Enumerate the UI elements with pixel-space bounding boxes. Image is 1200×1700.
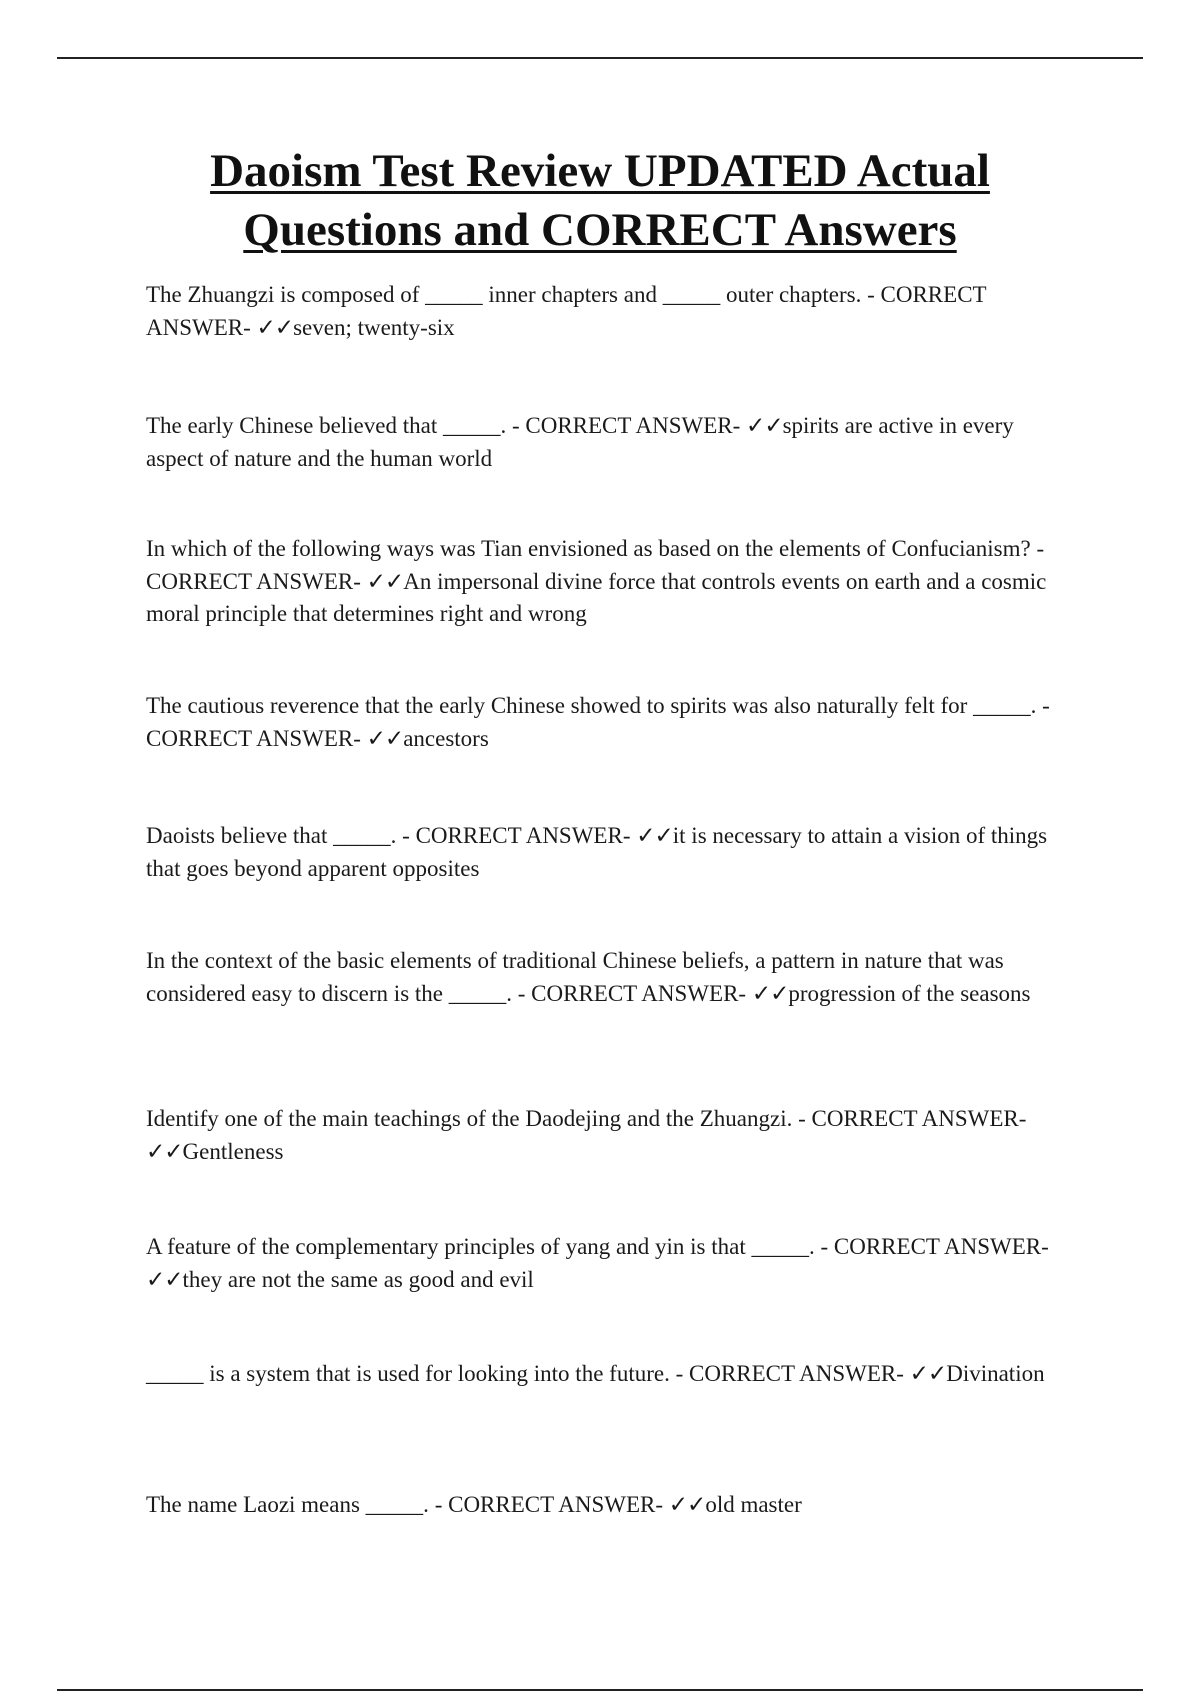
answer-label: - CORRECT ANSWER- <box>146 536 1045 594</box>
answer-label: - CORRECT ANSWER- <box>792 1106 1027 1131</box>
answer-label: - CORRECT ANSWER- <box>146 693 1050 751</box>
checkmark-icon: ✓✓ <box>909 1361 947 1386</box>
answer-text: Gentleness <box>182 1138 284 1164</box>
answer-label: - CORRECT ANSWER- <box>396 823 637 848</box>
answer-text: progression of the seasons <box>788 980 1031 1006</box>
answer-label: - CORRECT ANSWER- <box>428 1492 669 1517</box>
qa-item-8 <box>146 1231 1066 1296</box>
qa-item-1 <box>146 279 1066 344</box>
qa-item-10 <box>146 1489 1066 1522</box>
answer-text: An impersonal divine force that controls events on earth and a cosmic moral principle that determines right and wrong <box>146 568 1047 626</box>
question-text: The cautious reverence that the early Chinese showed to spirits was also naturally felt for _____. <box>146 693 1037 718</box>
question-text: In which of the following ways was Tian envisioned as based on the elements of Confucianism? <box>146 536 1031 561</box>
checkmark-icon: ✓✓ <box>146 1138 183 1164</box>
qa-item-4 <box>146 690 1066 755</box>
answer-text: they are not the same as good and evil <box>182 1266 534 1292</box>
checkmark-icon: ✓✓ <box>668 1492 706 1517</box>
qa-item-7 <box>146 1103 1066 1168</box>
answer-text: Divination <box>946 1361 1045 1386</box>
answer-label: - CORRECT ANSWER- <box>669 1361 910 1386</box>
qa-item-5 <box>146 820 1066 885</box>
answer-text: ancestors <box>403 725 489 751</box>
qa-item-2 <box>146 410 1066 475</box>
qa-item-6 <box>146 945 1066 1010</box>
question-text: The early Chinese believed that _____. <box>146 413 507 438</box>
question-text: Daoists believe that _____. <box>146 823 397 848</box>
checkmark-icon: ✓✓ <box>751 980 789 1006</box>
answer-text: spirits are active in every aspect of nature and the human world <box>146 413 1014 471</box>
checkmark-icon: ✓✓ <box>746 413 783 438</box>
answer-text: seven; twenty-six <box>293 314 455 340</box>
qa-item-3 <box>146 533 1066 631</box>
checkmark-icon: ✓✓ <box>636 823 673 848</box>
checkmark-icon: ✓✓ <box>366 725 404 751</box>
answer-text: old master <box>705 1492 802 1517</box>
answer-text: it is necessary to attain a vision of things that goes beyond apparent opposites <box>146 823 1048 881</box>
question-text: In the context of the basic elements of traditional Chinese beliefs, a pattern in nature that was considered easy to discern is the _____. <box>146 948 1004 1006</box>
checkmark-icon: ✓✓ <box>256 314 294 340</box>
title-line-1: Daoism Test Review UPDATED Actual <box>210 145 990 197</box>
question-text: A feature of the complementary principles of yang and yin is that _____. <box>146 1234 815 1259</box>
question-text: The name Laozi means _____. <box>146 1492 429 1517</box>
answer-label: - CORRECT ANSWER- <box>146 282 987 340</box>
answer-label: - CORRECT ANSWER- <box>814 1234 1049 1259</box>
page-title <box>100 142 1100 260</box>
answer-label: - CORRECT ANSWER- <box>506 413 747 438</box>
question-text: Identify one of the main teachings of the Daodejing and the Zhuangzi. <box>146 1106 793 1131</box>
checkmark-icon: ✓✓ <box>366 568 404 594</box>
title-line-2: Questions and CORRECT Answers <box>243 204 957 256</box>
bottom-rule <box>57 1689 1143 1691</box>
top-rule <box>57 57 1143 59</box>
answer-label: - CORRECT ANSWER- <box>512 980 752 1006</box>
question-text: The Zhuangzi is composed of _____ inner chapters and _____ outer chapters. <box>146 282 862 307</box>
checkmark-icon: ✓✓ <box>146 1266 183 1292</box>
qa-item-9 <box>146 1358 1066 1391</box>
question-text: _____ is a system that is used for looking into the future. <box>146 1361 670 1386</box>
